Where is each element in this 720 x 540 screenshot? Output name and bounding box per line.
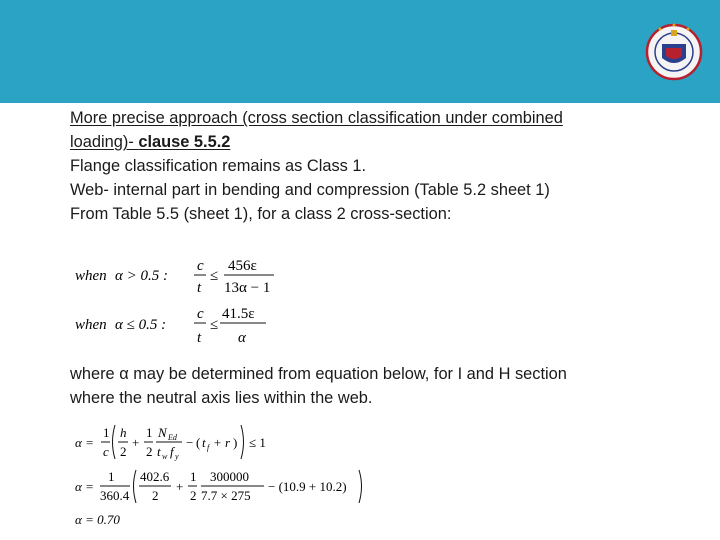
eq2-f1-num: 1 <box>108 469 115 484</box>
heading-part-1: More precise approach (cross section classification under combined <box>70 109 563 127</box>
eq2-plus: + <box>176 479 184 494</box>
table-line: From Table 5.5 (sheet 1), for a class 2 cross-section: <box>70 205 452 223</box>
eq2-a-num: 402.6 <box>140 469 170 484</box>
eq1-n-num: N <box>158 425 167 440</box>
eq1-lhs: α = <box>75 435 94 450</box>
cond2-alpha: α ≤ 0.5 : <box>115 317 167 333</box>
eq1-f1-num: 1 <box>103 425 110 440</box>
flange-line: Flange classification remains as Class 1. <box>70 157 367 175</box>
cond1-alpha: α > 0.5 : <box>115 268 168 284</box>
eq1-f2-den: 2 <box>146 444 153 459</box>
eq1-f2-num: 1 <box>146 425 153 440</box>
eq1-fy-sub: y <box>175 452 179 461</box>
eq3-result: α = 0.70 <box>75 512 120 527</box>
clause-reference: clause 5.5.2 <box>138 133 231 151</box>
eq2-a-den: 2 <box>152 488 159 503</box>
cond1-rel: ≤ <box>210 268 219 284</box>
eq2-f1-den: 360.4 <box>100 488 130 503</box>
heading-part-2: loading)- <box>70 133 139 151</box>
class-limit-formulas <box>70 250 310 352</box>
eq2-b-num: 1 <box>190 469 197 484</box>
cond1-lhs-num: c <box>197 258 204 274</box>
eq1-h-num: h <box>120 425 127 440</box>
alpha-derivation <box>70 420 370 532</box>
eq1-tw-sub: w <box>162 452 168 461</box>
cond2-rhs-den: α <box>238 330 246 346</box>
eq2-lhs: α = <box>75 479 94 494</box>
where-line-1: where α may be determined from equation below, for I and H section <box>70 365 567 383</box>
where-line-2: where the neutral axis lies within the web. <box>70 389 373 407</box>
eq1-paren-t-sub: f <box>207 443 210 452</box>
cond1-rhs-den: 13α − 1 <box>224 280 271 296</box>
eq1-minus: − <box>186 435 194 450</box>
eq1-le: ≤ 1 <box>249 435 266 450</box>
eq2-c-num: 300000 <box>210 469 249 484</box>
cond1-lhs-den: t <box>197 280 202 296</box>
cond2-lhs-num: c <box>197 306 204 322</box>
eq2-tail: − (10.9 + 10.2) <box>268 479 347 494</box>
eq1-f1-den: c <box>103 444 109 459</box>
eq1-n-sub: Ed <box>168 433 177 442</box>
eq1-open-paren: ( <box>196 435 201 450</box>
eq1-fy: f <box>170 444 174 459</box>
eq1-plus: + <box>132 435 140 450</box>
cond2-lhs-den: t <box>197 330 202 346</box>
header-bar <box>0 0 720 103</box>
heading-line-2 <box>70 130 680 154</box>
heading-line-1 <box>70 106 680 130</box>
eq2-b-den: 2 <box>190 488 197 503</box>
university-crest-icon <box>640 16 708 84</box>
eq1-paren-t: t <box>202 435 206 450</box>
cond2-when: when <box>75 317 107 333</box>
eq2-c-den: 7.7 × 275 <box>201 488 251 503</box>
eq1-close-paren: ) <box>233 435 238 450</box>
web-line: Web- internal part in bending and compression (Table 5.2 sheet 1) <box>70 181 550 199</box>
cond2-rel: ≤ <box>210 317 219 333</box>
eq1-paren-plus: + r <box>213 435 231 450</box>
cond2-rhs-num: 41.5ε <box>222 306 255 322</box>
eq1-h-den: 2 <box>120 444 127 459</box>
eq1-tw-den: t <box>157 444 161 459</box>
cond1-rhs-num: 456ε <box>228 258 257 274</box>
cond1-when: when <box>75 268 107 284</box>
